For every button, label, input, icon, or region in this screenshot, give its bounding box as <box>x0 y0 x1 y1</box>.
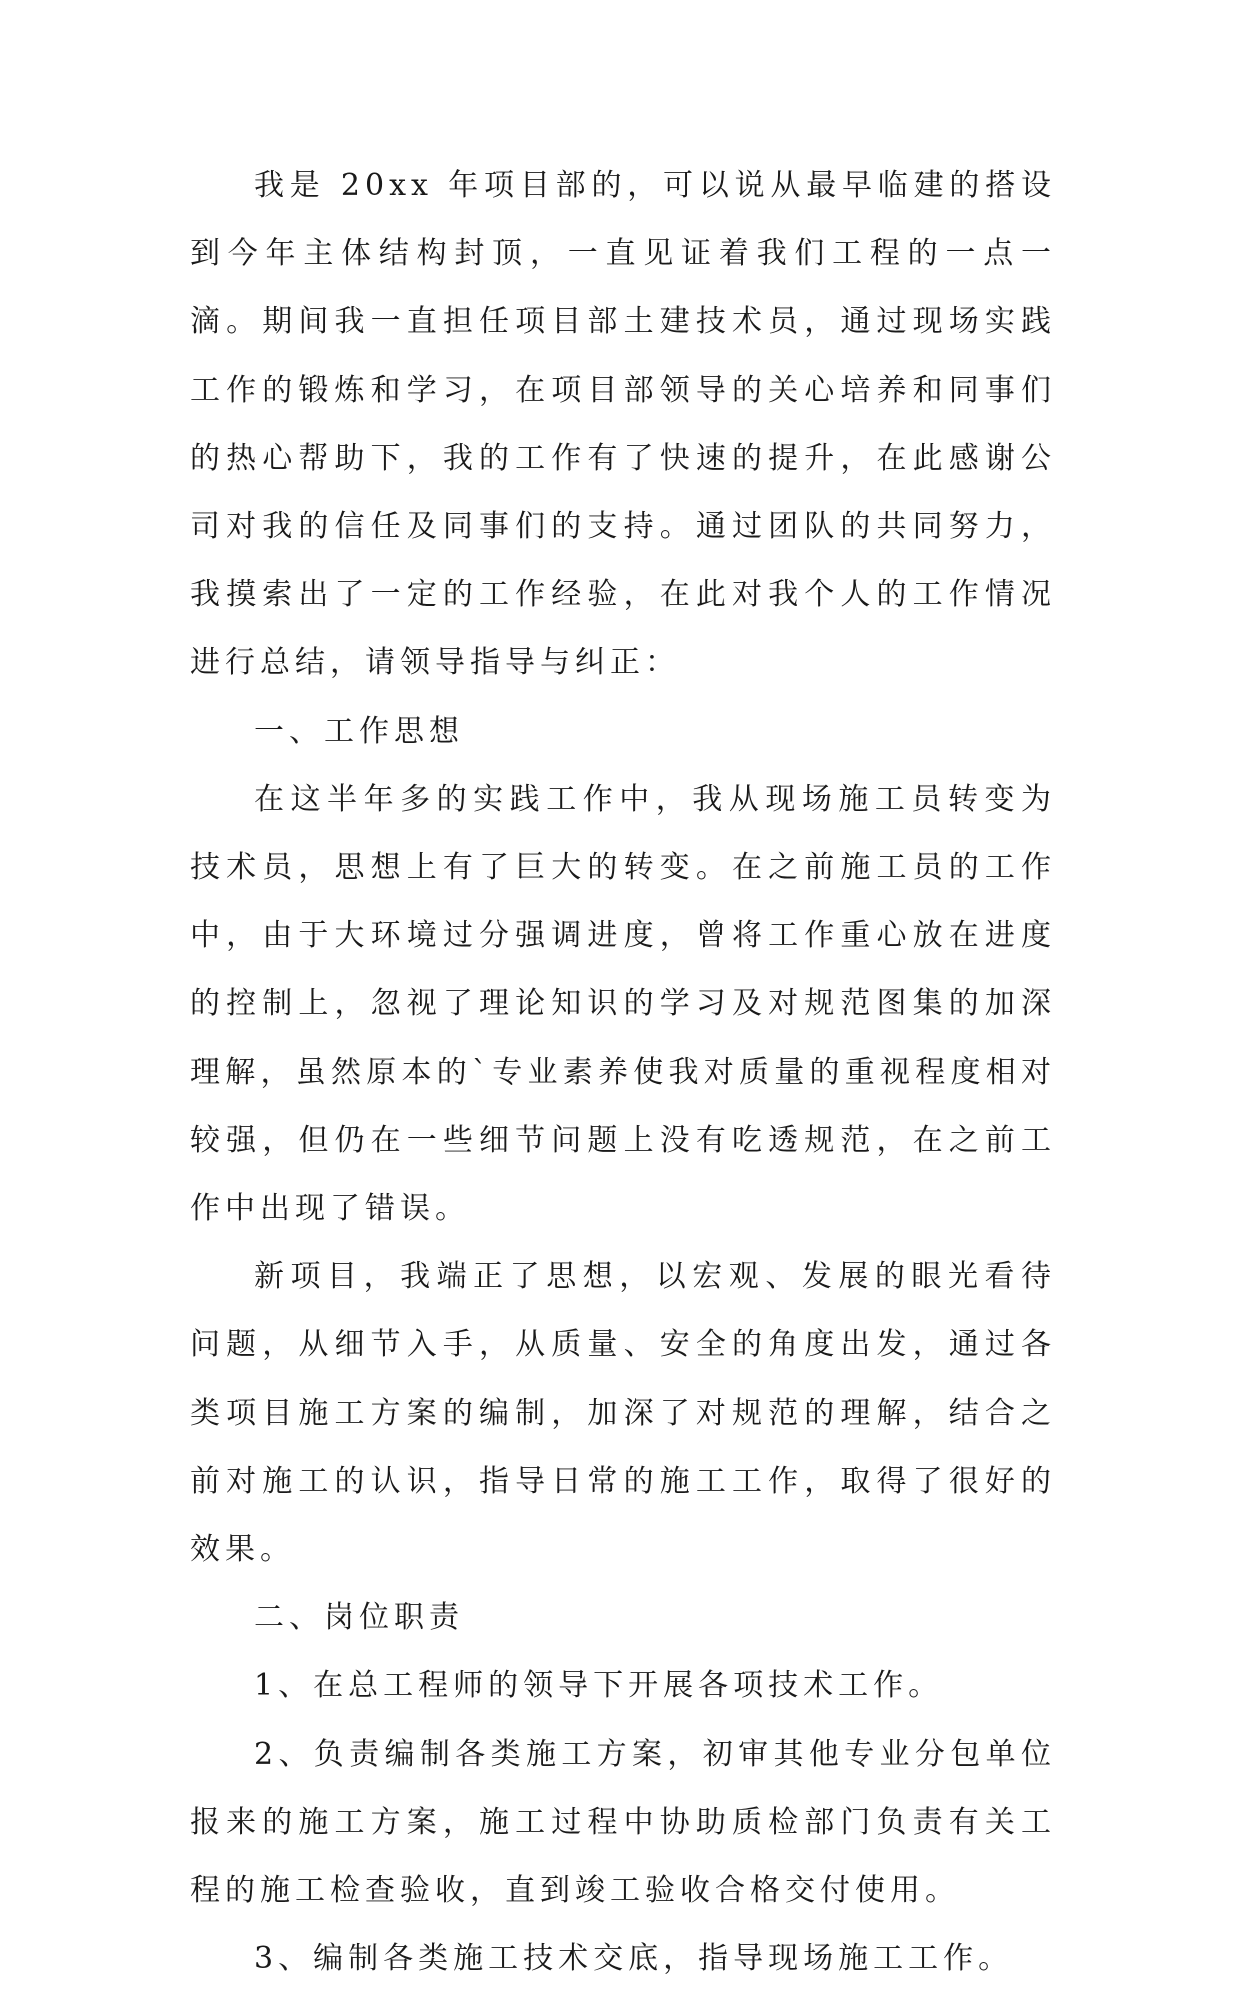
work-thinking-paragraph-2: 新项目，我端正了思想，以宏观、发展的眼光看待问题，从细节入手，从质量、安全的角度出发，通过各类项目施工方案的编制，加深了对规范的理解，结合之前对施工的认识，指导日常的施工工作，取得了很好的效果。 <box>190 1259 1056 1568</box>
work-thinking-paragraph-1: 在这半年多的实践工作中，我从现场施工员转变为技术员，思想上有了巨大的转变。在之前施工员的工作中，由于大环境过分强调进度，曾将工作重心放在进度的控制上，忽视了理论知识的学习及对规范图集的加深理解，虽然原本的`专业素养使我对质量的重视程度相对较强，但仍在一些细节问题上没有吃透规范，在之前工作中出现了错误。 <box>190 781 1056 1227</box>
duty-item-1: 1、在总工程师的领导下开展各项技术工作。 <box>254 1668 944 1704</box>
duty-item-2: 2、负责编制各类施工方案，初审其他专业分包单位报来的施工方案，施工过程中协助质检部门负责有关工程的施工检查验收，直到竣工验收合格交付使用。 <box>190 1736 1056 1909</box>
intro-paragraph: 我是 20xx 年项目部的，可以说从最早临建的搭设到今年主体结构封顶，一直见证着我们工程的一点一滴。期间我一直担任项目部土建技术员，通过现场实践工作的锻炼和学习，在项目部领导的关心培养和同事们的热心帮助下，我的工作有了快速的提升，在此感谢公司对我的信任及同事们的支持。通过团队的共同努力，我摸索出了一定的工作经验，在此对我个人的工作情况进行总结，请领导指导与纠正： <box>190 168 1056 681</box>
duty-item-3: 3、编制各类施工技术交底，指导现场施工工作。 <box>254 1941 1014 1977</box>
section-heading-job-duties: 二、岗位职责 <box>254 1600 464 1636</box>
document-body <box>190 152 1056 1993</box>
section-heading-work-thinking: 一、工作思想 <box>254 713 464 749</box>
